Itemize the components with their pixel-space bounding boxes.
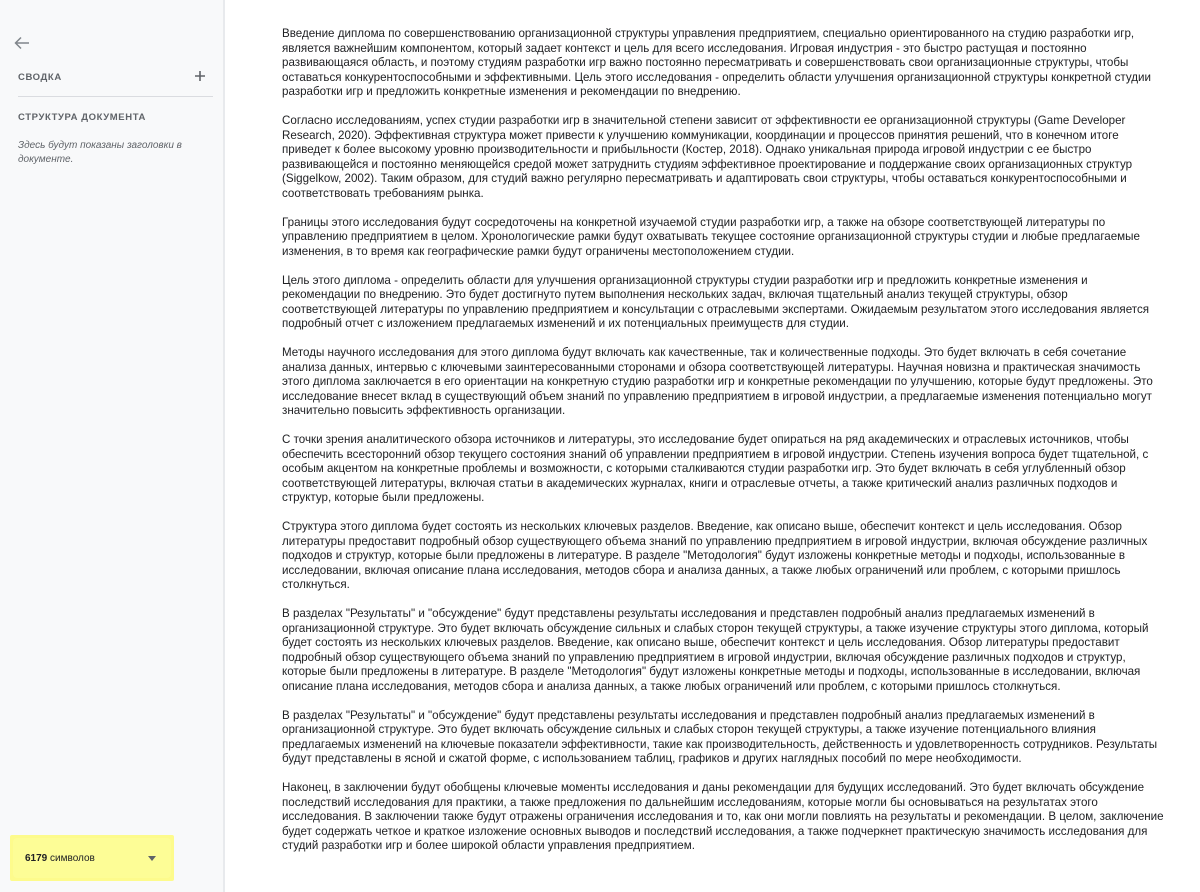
back-button[interactable] (12, 36, 32, 54)
add-summary-button[interactable] (193, 70, 207, 84)
paragraph: Границы этого исследования будут сосредоточены на конкретной изучаемой студии разработки игр, а также на обзоре соответствующей литературы по управлению предприятием в целом. Хронологические рамки будут охватывать текущее состояние организационной структуры студии и любые предлагаемые изменения, в то время как географические рамки будут ограничены местоположением студии. (282, 215, 1140, 258)
document-outline-sidebar (0, 0, 225, 892)
paragraph: Введение диплома по совершенствованию организационной структуры управления предприятием, специально ориентированного на студию разработки игр, является важнейшим компонентом, который задает контекст и цель для всего исследования. Игровая индустрия - это быстро растущая и постоянно развивающаяся область, и поэтому студиям разработки игр важно постоянно пересматривать и совершенствовать свои организационные структуры, чтобы оставаться конкурентоспособными и эффективными. Цель этого исследования - определить области улучшения организационной структуры конкретной студии разработки игр и предложить конкретные изменения и рекомендации по внедрению. (282, 27, 1151, 98)
plus-icon (195, 68, 205, 86)
summary-label: СВОДКА (18, 71, 62, 83)
document-body[interactable] (282, 27, 1164, 868)
character-count-unit: символов (50, 852, 95, 864)
paragraph: Цель этого диплома - определить области для улучшения организационной структуры студии разработки игр и предложить конкретные изменения и рекомендации по внедрению. Это будет достигнуто путем выполнения нескольких задач, включая тщательный анализ текущей структуры, обзор соответствующей литературы по управлению предприятием и консультации с отраслевыми экспертами. Ожидаемым результатом этого исследования является подробный отчет с изложением предлагаемых изменений и их потенциальных преимуществ для студии. (282, 273, 1150, 330)
paragraph: Методы научного исследования для этого диплома будут включать как качественные, так и количественные подходы. Это будет включать в себя сочетание анализа данных, интервью с ключевыми заинтересованными сторонами и обзора соответствующей литературы. Научная новизна и практическая значимость этого диплома заключается в его ориентации на конкретную студию разработки игр и конкретные рекомендации по улучшению, которые будут предложены. Это исследование внесет вклад в существующий объем знаний по управлению предприятием в игровой индустрии, а предлагаемые изменения потенциально могут значительно повысить эффективность организации. (282, 346, 1153, 417)
paragraph: Наконец, в заключении будут обобщены ключевые моменты исследования и даны рекомендации для будущих исследований. Это будет включать обсуждение последствий исследования для практики, а также предложения по дальнейшим исследованиям, которые могли бы основываться на результатах этого исследования. В заключении также будут отражены ограничения исследования и то, как они могли повлиять на результаты и рекомендации. В целом, заключение будет содержать четкое и краткое изложение основных выводов и последствий исследования, а также подчеркнет практическую значимость исследования для студий разработки игр и более широкой области управления предприятием. (282, 781, 1164, 852)
character-count-text (25, 853, 95, 864)
paragraph: В разделах "Результаты" и "обсуждение" будут представлены результаты исследования и представлен подробный анализ предлагаемых изменений в организационной структуре. Это будет включать обсуждение сильных и слабых сторон текущей структуры, а также изучение потенциального влияния предлагаемых изменений на ключевые показатели эффективности, такие как производительность, действенность и удовлетворенность сотрудников. Результаты будут представлены в ясной и сжатой форме, с использованием таблиц, графиков и других наглядных пособий по мере необходимости. (282, 708, 1158, 765)
paragraph: Структура этого диплома будет состоять из нескольких ключевых разделов. Введение, как описано выше, обеспечит контекст и цель исследования. Обзор литературы предоставит подробный обзор существующего объема знаний по управлению предприятием в игровой индустрии, включая обсуждение различных подходов и структур, которые были предложены в литературе. В разделе "Методология" будут изложены конкретные методы и подходы, использованные в исследовании, включая описание плана исследования, методов сбора и анализа данных, а также любых ограничений или проблем, с которыми пришлось столкнуться. (282, 520, 1148, 591)
summary-section (18, 70, 213, 84)
paragraph: В разделах "Результаты" и "обсуждение" будут представлены результаты исследования и представлен подробный анализ предлагаемых изменений в организационной структуре. Это будет включать обсуждение сильных и слабых сторон текущей структуры, а также изучение структуры этого диплома, который будет состоять из нескольких ключевых разделов. Введение, как описано выше, обеспечит контекст и цель исследования. Обзор литературы предоставит подробный обзор существующего объема знаний по управлению предприятием в игровой индустрии, включая обсуждение различных подходов и структур, которые были предложены в литературе. В разделе "Методология" будут изложены конкретные методы и подходы, использованные в исследовании, включая описание плана исследования, методов сбора и анализа данных, а также любых ограничений или проблем, с которыми пришлось столкнуться. (282, 607, 1149, 693)
paragraph: Согласно исследованиям, успех студии разработки игр в значительной степени зависит от эффективности ее организационной структуры (Game Developer Research, 2020). Эффективная структура может привести к улучшению коммуникации, координации и процессов принятия решений, что в конечном итоге приведет к более высокому уровню производительности и прибыльности (Костер, 2018). Однако уникальная природа игровой индустрии с ее быстро развивающейся и постоянно меняющейся средой может затруднить студиям эффективное проектирование и поддержание своих организационных структур (Siggelkow, 2002). Таким образом, для студий важно регулярно пересматривать и адаптировать свои структуры, чтобы оставаться конкурентоспособными и соответствовать требованиям рынка. (282, 114, 1133, 200)
outline-section (18, 110, 213, 124)
paragraph: С точки зрения аналитического обзора источников и литературы, это исследование будет опираться на ряд академических и отраслевых источников, чтобы обеспечить всесторонний обзор текущего состояния знаний об управлении предприятием в игровой индустрии. Степень изучения вопроса будет тщательной, с особым акцентом на конкретные проблемы и возможности, с которыми сталкиваются студии разработки игр. Это будет включать в себя углубленный обзор соответствующей литературы, включая статьи в академических журналах, книги и отраслевые отчеты, а также критический анализ различных подходов и структур, которые были предложены. (282, 433, 1149, 504)
character-count-number: 6179 (25, 852, 48, 864)
arrow-left-icon (14, 36, 30, 55)
sidebar-divider (18, 96, 213, 97)
outline-label: СТРУКТУРА ДОКУМЕНТА (18, 111, 146, 123)
character-count-button[interactable] (10, 835, 174, 881)
outline-empty-hint: Здесь будут показаны заголовки в документе. (18, 140, 182, 165)
caret-down-icon (148, 855, 156, 861)
